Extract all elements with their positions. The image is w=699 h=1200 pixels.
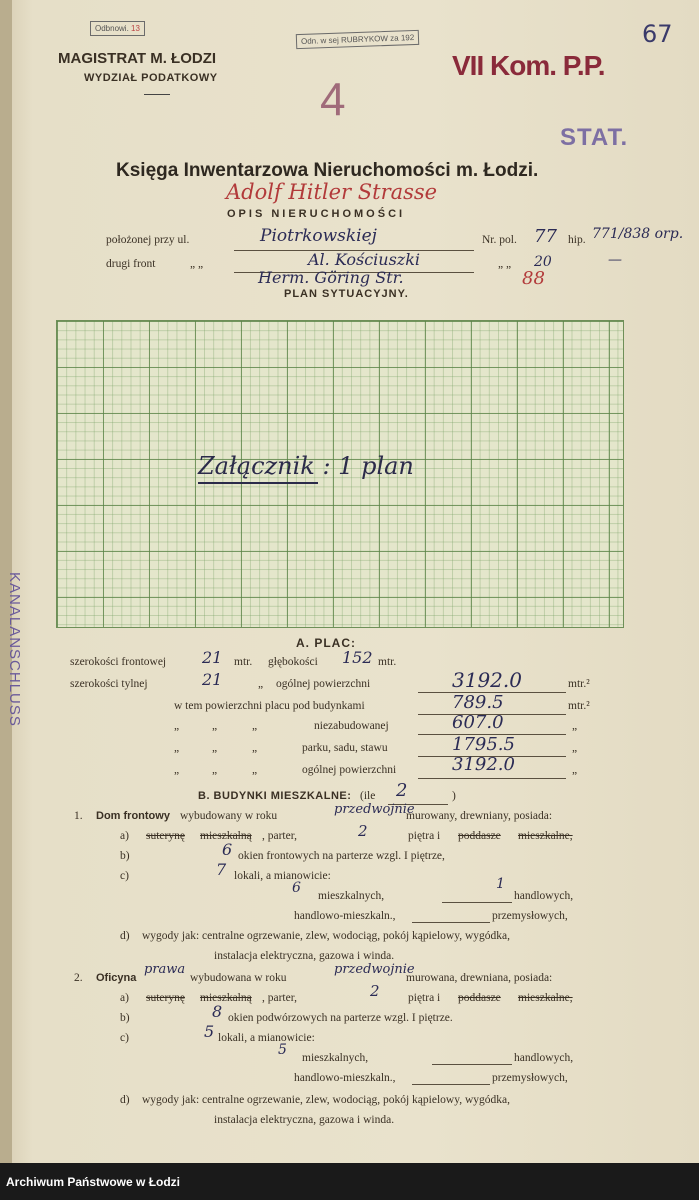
count-value: 2 — [396, 780, 408, 801]
section-a-title: A. PLAC: — [296, 636, 356, 650]
ditto-a11: „ — [212, 764, 218, 776]
district-stamp: VII Kom. P.P. — [452, 50, 605, 81]
big-number-stamp: 4 — [320, 73, 346, 125]
unit-mtr-1: mtr. — [234, 656, 253, 668]
unit-mtr-2: mtr. — [378, 656, 397, 668]
b1-windows: 6 — [222, 840, 233, 859]
b1-a-text2: mieszkalną — [200, 830, 252, 842]
b1-floors: 2 — [358, 822, 368, 840]
b1-industrial-label: przemysłowych, — [492, 910, 568, 922]
b2-mixed-label: handlowo-mieszkaln., — [294, 1072, 396, 1084]
b2-d-text2: instalacja elektryczna, gazowa i winda. — [214, 1114, 395, 1126]
b2-d-label: d) — [120, 1094, 130, 1106]
label-total-area: ogólnej powierzchni — [276, 678, 371, 690]
b2-a-text4: piętra i — [408, 992, 441, 1004]
b2-mixed-line — [412, 1084, 490, 1085]
b1-b-label: b) — [120, 850, 130, 862]
label-nr: Nr. pol. — [482, 234, 517, 246]
front2-nr: 20 — [534, 254, 552, 270]
ditto-a13: „ — [572, 764, 578, 776]
front2-hip: — — [608, 252, 622, 268]
nr-value: 77 — [534, 226, 557, 247]
count-close: ) — [452, 790, 456, 802]
b2-a-text3: , parter, — [262, 992, 297, 1004]
document-title: Księga Inwentarzowa Nieruchomości m. Łodzi. — [116, 160, 539, 181]
b1-commercial-label: handlowych, — [514, 890, 574, 902]
b1-a-label: a) — [120, 830, 129, 842]
margin-stamp-kanalanschluss: KANALANSCHLUSS — [6, 572, 23, 727]
ditto-a5: „ — [572, 720, 578, 732]
header-divider — [144, 94, 170, 95]
label-front2: drugi front — [106, 258, 156, 270]
street-value: Piotrkowskiej — [260, 226, 377, 246]
b2-a-text5: poddasze — [458, 992, 501, 1004]
archive-footer — [0, 1163, 699, 1200]
b1-residential-label: mieszkalnych, — [318, 890, 385, 902]
section-b-title: B. BUDYNKI MIESZKALNE: — [198, 790, 352, 802]
b2-built-value: przedwojnie — [334, 962, 415, 977]
label-street: położonej przy ul. — [106, 234, 190, 246]
label-park: parku, sadu, stawu — [302, 742, 388, 754]
front3-nr: 88 — [522, 268, 545, 289]
b1-material: murowany, drewniany, posiada: — [406, 810, 553, 822]
label-hip: hip. — [568, 234, 586, 246]
width-front-value: 21 — [202, 648, 223, 667]
count-label: (ile — [360, 790, 376, 802]
ditto-a2: „ — [174, 720, 180, 732]
page-number: 67 — [642, 20, 673, 48]
ditto-a1: „ — [258, 678, 264, 690]
width-back-value: 21 — [202, 670, 223, 689]
ditto-a3: „ — [212, 720, 218, 732]
archive-footer-text: Archiwum Państwowe w Łodzi — [6, 1175, 181, 1189]
b2-a-text1: suterynę — [146, 992, 185, 1004]
office-name: MAGISTRAT M. ŁODZI — [58, 50, 217, 67]
b1-commercial: 1 — [496, 876, 505, 892]
park-value: 1795.5 — [452, 734, 515, 755]
plan-title: PLAN SYTUACYJNY. — [284, 288, 409, 300]
ditto-a10: „ — [174, 764, 180, 776]
b2-num: 2. — [74, 972, 83, 984]
ditto-a8: „ — [252, 742, 258, 754]
b2-material: murowana, drewniana, posiada: — [406, 972, 553, 984]
stat-stamp: STAT. — [560, 124, 629, 151]
b2-commercial-line — [432, 1064, 512, 1065]
b1-commercial-line — [442, 902, 512, 903]
b2-commercial-label: handlowych, — [514, 1052, 574, 1064]
b1-c-text: lokali, a mianowicie: — [234, 870, 331, 882]
stamp-left: Odbnowi. 13 — [90, 21, 145, 36]
ditto-a12: „ — [252, 764, 258, 776]
b1-num: 1. — [74, 810, 83, 822]
b2-units: 5 — [204, 1022, 215, 1041]
b2-c-text: lokali, a mianowicie: — [218, 1032, 315, 1044]
b1-a-text3: , parter, — [262, 830, 297, 842]
b2-windows: 8 — [212, 1002, 223, 1021]
total2-line — [418, 778, 566, 779]
b1-residential: 6 — [292, 880, 301, 896]
b2-floors: 2 — [370, 982, 380, 1000]
b2-residential-label: mieszkalnych, — [302, 1052, 369, 1064]
front3-value: Herm. Göring Str. — [258, 268, 404, 287]
unit-m2-2: mtr.² — [568, 700, 590, 712]
b2-built-label: wybudowana w roku — [190, 972, 287, 984]
label-depth: głębokości — [268, 656, 318, 668]
handwritten-street-german: Adolf Hitler Strasse — [226, 180, 438, 204]
b1-mixed-label: handlowo-mieszkaln., — [294, 910, 396, 922]
b1-b-text: okien frontowych na parterze wzgl. I piętrze, — [238, 850, 445, 862]
b2-a-text2: mieszkalną — [200, 992, 252, 1004]
label-built-area: w tem powierzchni placu pod budynkami — [174, 700, 365, 712]
b1-a-text5: poddasze — [458, 830, 501, 842]
stamp-register: Odn. w sej RUBRYKOW za 192 — [296, 30, 420, 49]
b1-mixed-line — [412, 922, 490, 923]
b2-residential: 5 — [278, 1042, 287, 1058]
label-unbuilt: niezabudowanej — [314, 720, 389, 732]
total-area-value: 3192.0 — [452, 668, 522, 692]
b2-b-text: okien podwórzowych na parterze wzgl. I piętrze. — [228, 1012, 453, 1024]
ditto-a6: „ — [174, 742, 180, 754]
unit-m2-1: mtr.² — [568, 678, 590, 690]
b2-b-label: b) — [120, 1012, 130, 1024]
unbuilt-value: 607.0 — [452, 712, 504, 733]
b1-built-label: wybudowany w roku — [180, 810, 278, 822]
b2-name: Oficyna — [96, 972, 137, 984]
depth-value: 152 — [342, 648, 373, 667]
b1-a-text6: mieszkalne, — [518, 830, 573, 842]
b2-c-label: c) — [120, 1032, 129, 1044]
b1-d-text2: instalacja elektryczna, gazowa i winda. — [214, 950, 395, 962]
b2-d-text: wygody jak: centralne ogrzewanie, zlew, wodociąg, pokój kąpielowy, wygódka, — [142, 1094, 510, 1106]
b1-name: Dom frontowy — [96, 810, 170, 822]
ditto-a4: „ — [252, 720, 258, 732]
total2-value: 3192.0 — [452, 754, 515, 775]
label-total2: ogólnej powierzchni — [302, 764, 397, 776]
b2-a-label: a) — [120, 992, 129, 1004]
document-page — [6, 0, 699, 1163]
b1-units: 7 — [216, 860, 227, 879]
plan-attachment-note: Załącznik : 1 plan — [198, 452, 414, 480]
front2-value: Al. Kościuszki — [308, 250, 421, 269]
office-department: WYDZIAŁ PODATKOWY — [84, 72, 218, 84]
ditto-a7: „ — [212, 742, 218, 754]
label-width-front: szerokości frontowej — [70, 656, 167, 668]
ditto-a9: „ — [572, 742, 578, 754]
attachment-underline — [198, 482, 318, 484]
b2-a-text6: mieszkalne, — [518, 992, 573, 1004]
label-width-back: szerokości tylnej — [70, 678, 148, 690]
b2-qualifier: prawa — [144, 962, 186, 977]
b1-d-label: d) — [120, 930, 130, 942]
section-title-opis: OPIS NIERUCHOMOŚCI — [227, 208, 406, 220]
hip-value: 771/838 orp. — [592, 226, 684, 242]
b1-d-text: wygody jak: centralne ogrzewanie, zlew, wodociąg, pokój kąpielowy, wygódka, — [142, 930, 510, 942]
b1-a-text1: suterynę — [146, 830, 185, 842]
ditto-front2-nr: „ „ — [498, 258, 512, 270]
b2-industrial-label: przemysłowych, — [492, 1072, 568, 1084]
b1-built-value: przedwojnie — [334, 802, 415, 817]
ditto-front2: „ „ — [190, 258, 204, 270]
b1-c-label: c) — [120, 870, 129, 882]
built-area-value: 789.5 — [452, 692, 504, 713]
b1-a-text4: piętra i — [408, 830, 441, 842]
